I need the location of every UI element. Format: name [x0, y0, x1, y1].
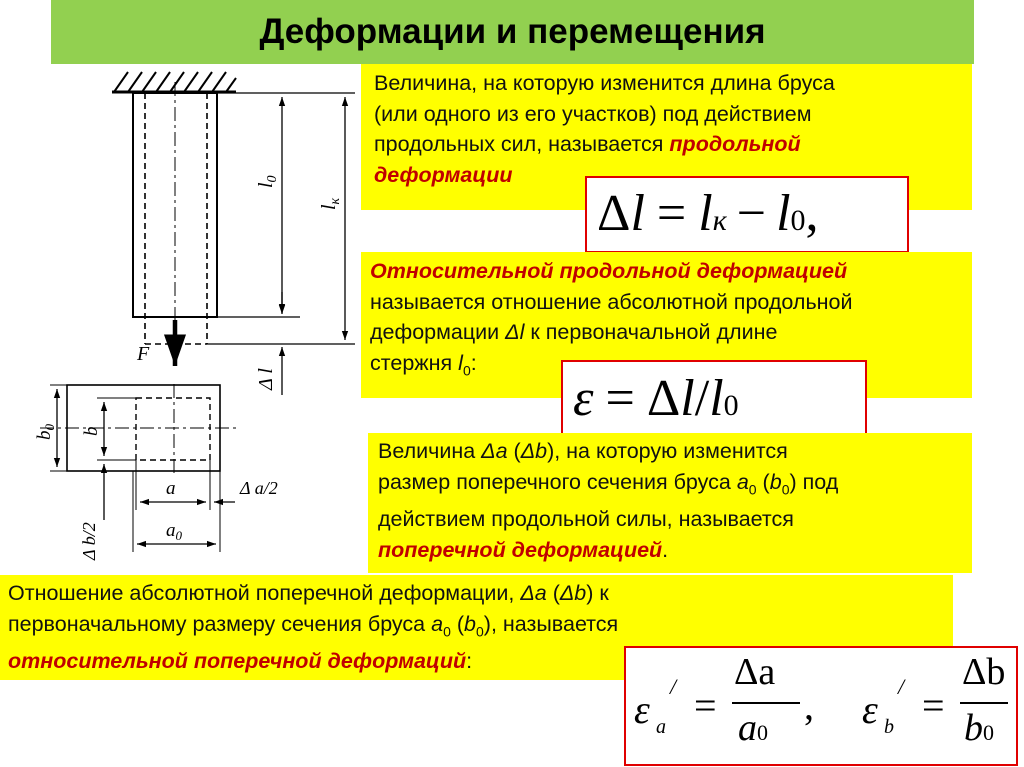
block1-term-1: продольной — [669, 132, 801, 156]
block4-term: относительной поперечной деформаций — [8, 649, 467, 674]
block2-line2: называется отношение абсолютной продольной — [370, 289, 853, 314]
block1-term-2: деформации — [374, 162, 513, 187]
lk-label: $l_к$ — [318, 197, 343, 210]
fixed-support — [112, 72, 236, 92]
relative-transverse-formula: ε a / = Δa a0 , ε b / = Δb b0 — [624, 646, 1018, 766]
da2-label: Δ a/2 — [240, 478, 278, 498]
deformed-bar — [145, 93, 207, 344]
block2-text: Относительной продольной деформацией называется отношение абсолютной продольной деформации Δl к первоначальной длине стержня $l_0$: — [370, 259, 853, 378]
block3-line3: действием продольной силы, называется — [378, 507, 794, 532]
l0-label: $l_0$ — [255, 175, 280, 188]
deformed-section — [136, 398, 210, 460]
block3-text: Величина Δa (Δb), на которую изменится размер поперечного сечения бруса $a_0$ $(b_0)$ под действием продольной силы, называется поперечной деформацией. — [378, 439, 839, 562]
block1-line1: Величина, на которую изменится длина бруса — [374, 71, 835, 95]
beam-deformation-diagram — [0, 64, 370, 564]
a-label: a — [166, 478, 176, 499]
block1-text — [374, 68, 964, 190]
block4-text: Отношение абсолютной поперечной деформации, Δa (Δb) к первоначальному размеру сечения бруса $a_0$ $(b_0)$, называется относительной поперечной деформаций: — [8, 581, 619, 674]
db2-label: Δ b/2 — [79, 522, 99, 560]
b-label: b — [81, 426, 102, 436]
block2-term: Относительной продольной деформацией — [370, 259, 848, 283]
dl-label: Δ l — [255, 368, 277, 390]
b0-label: $b_0$ — [34, 424, 57, 440]
block3-term: поперечной деформацией — [378, 537, 663, 562]
force-label: F — [137, 343, 150, 365]
a0-label: $a_0$ — [166, 520, 182, 543]
relative-longitudinal-formula: ε = Δl/l0 — [561, 360, 867, 438]
slide-title: Деформации и перемещения — [51, 0, 974, 64]
longitudinal-deformation-formula: Δl = lк − l0, — [585, 176, 909, 253]
block1-line3: продольных сил, называется — [374, 132, 670, 156]
block1-line2: (или одного из его участков) под действием — [374, 101, 812, 126]
